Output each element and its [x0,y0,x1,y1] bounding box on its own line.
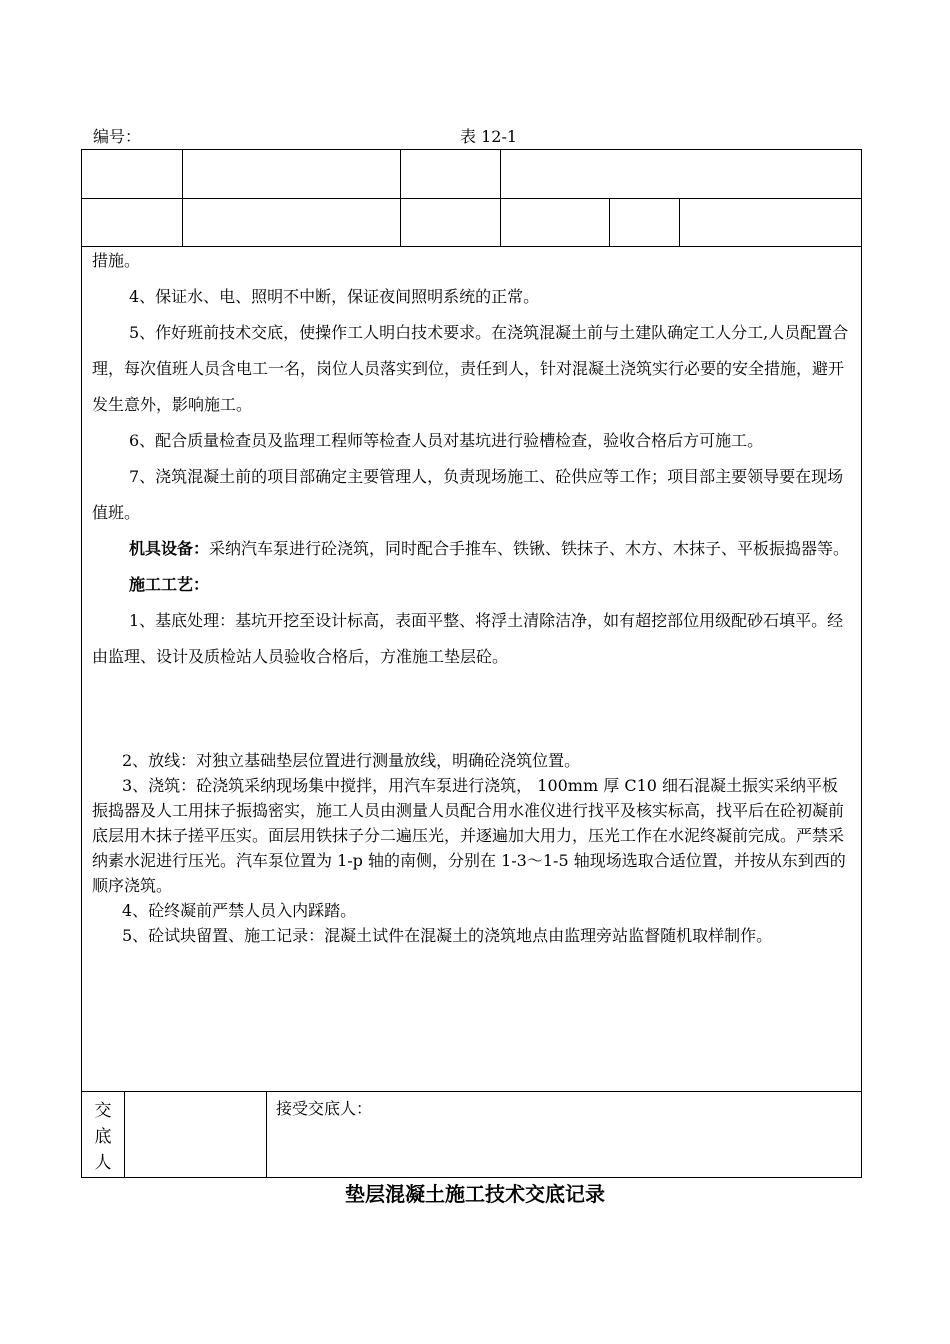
process-step-2: 2、放线：对独立基础垫层位置进行测量放线，明确砼浇筑位置。 [122,751,581,770]
process-step-1: 1、基底处理：基坑开挖至设计标高，表面平整、将浮土清除洁净，如有超挖部位用级配砂石填平。经由监理、设计及质检站人员验收合格后，方准施工垫层砼。 [92,611,844,666]
paragraph-item-6: 6、配合质量检查员及监理工程师等检查人员对基坑进行验槽检查，验收合格后方可施工。 [129,431,764,450]
form-code: 表 12-1 [460,127,518,146]
equipment-text: 采纳汽车泵进行砼浇筑，同时配合手推车、铁锹、铁抹子、木方、木抹子、平板振捣器等。 [209,539,850,558]
content-lower [92,748,852,948]
equipment-label: 机具设备： [129,539,210,558]
paragraph-item-7: 7、浇筑混凝土前的项目部确定主要管理人，负责现场施工、砼供应等工作；项目部主要领导要在现场值班。 [92,467,844,522]
paragraph-equipment [92,531,852,567]
process-step-4: 4、砼终凝前严禁人员入内踩踏。 [122,901,357,920]
content-upper [92,243,852,675]
handover-person-label: 交 底 人 [94,1101,112,1173]
paragraph-item-4: 4、保证水、电、照明不中断，保证夜间照明系统的正常。 [129,287,540,306]
paragraph-measures-tail: 措施。 [92,251,141,270]
document-title: 垫层混凝土施工技术交底记录 [345,1182,605,1206]
process-step-3: 3、浇筑：砼浇筑采纳现场集中搅拌，用汽车泵进行浇筑， 100mm 厚 C10 细石混凝土振实采纳平板振捣器及人工用抹子振捣密实，施工人员由测量人员配合用水准仪进行找平及核实标高，找平后在砼初凝前底层用木抹子搓平压实。面层用铁抹子分二遍压光，并逐遍加大用力，压光工作在水泥终凝前完成。严禁采纳素水泥进行压光。汽车泵位置为 1-p 轴的南侧，分别在 1-3～1-5 轴现场选取合适位置，并按从东到西的顺序浇筑。 [92,776,846,895]
receiver-label: 接受交底人： [276,1099,373,1118]
process-label: 施工工艺： [129,575,210,594]
process-step-5: 5、砼试块留置、施工记录：混凝土试件在混凝土的浇筑地点由监理旁站监督随机取样制作。 [122,926,773,945]
number-label: 编号： [93,127,142,146]
paragraph-item-5: 5、作好班前技术交底，使操作工人明白技术要求。在浇筑混凝土前与土建队确定工人分工,人员配置合理，每次值班人员含电工一名，岗位人员落实到位，责任到人，针对混凝土浇筑实行必要的安全措施，避开发生意外，影响施工。 [92,323,849,414]
